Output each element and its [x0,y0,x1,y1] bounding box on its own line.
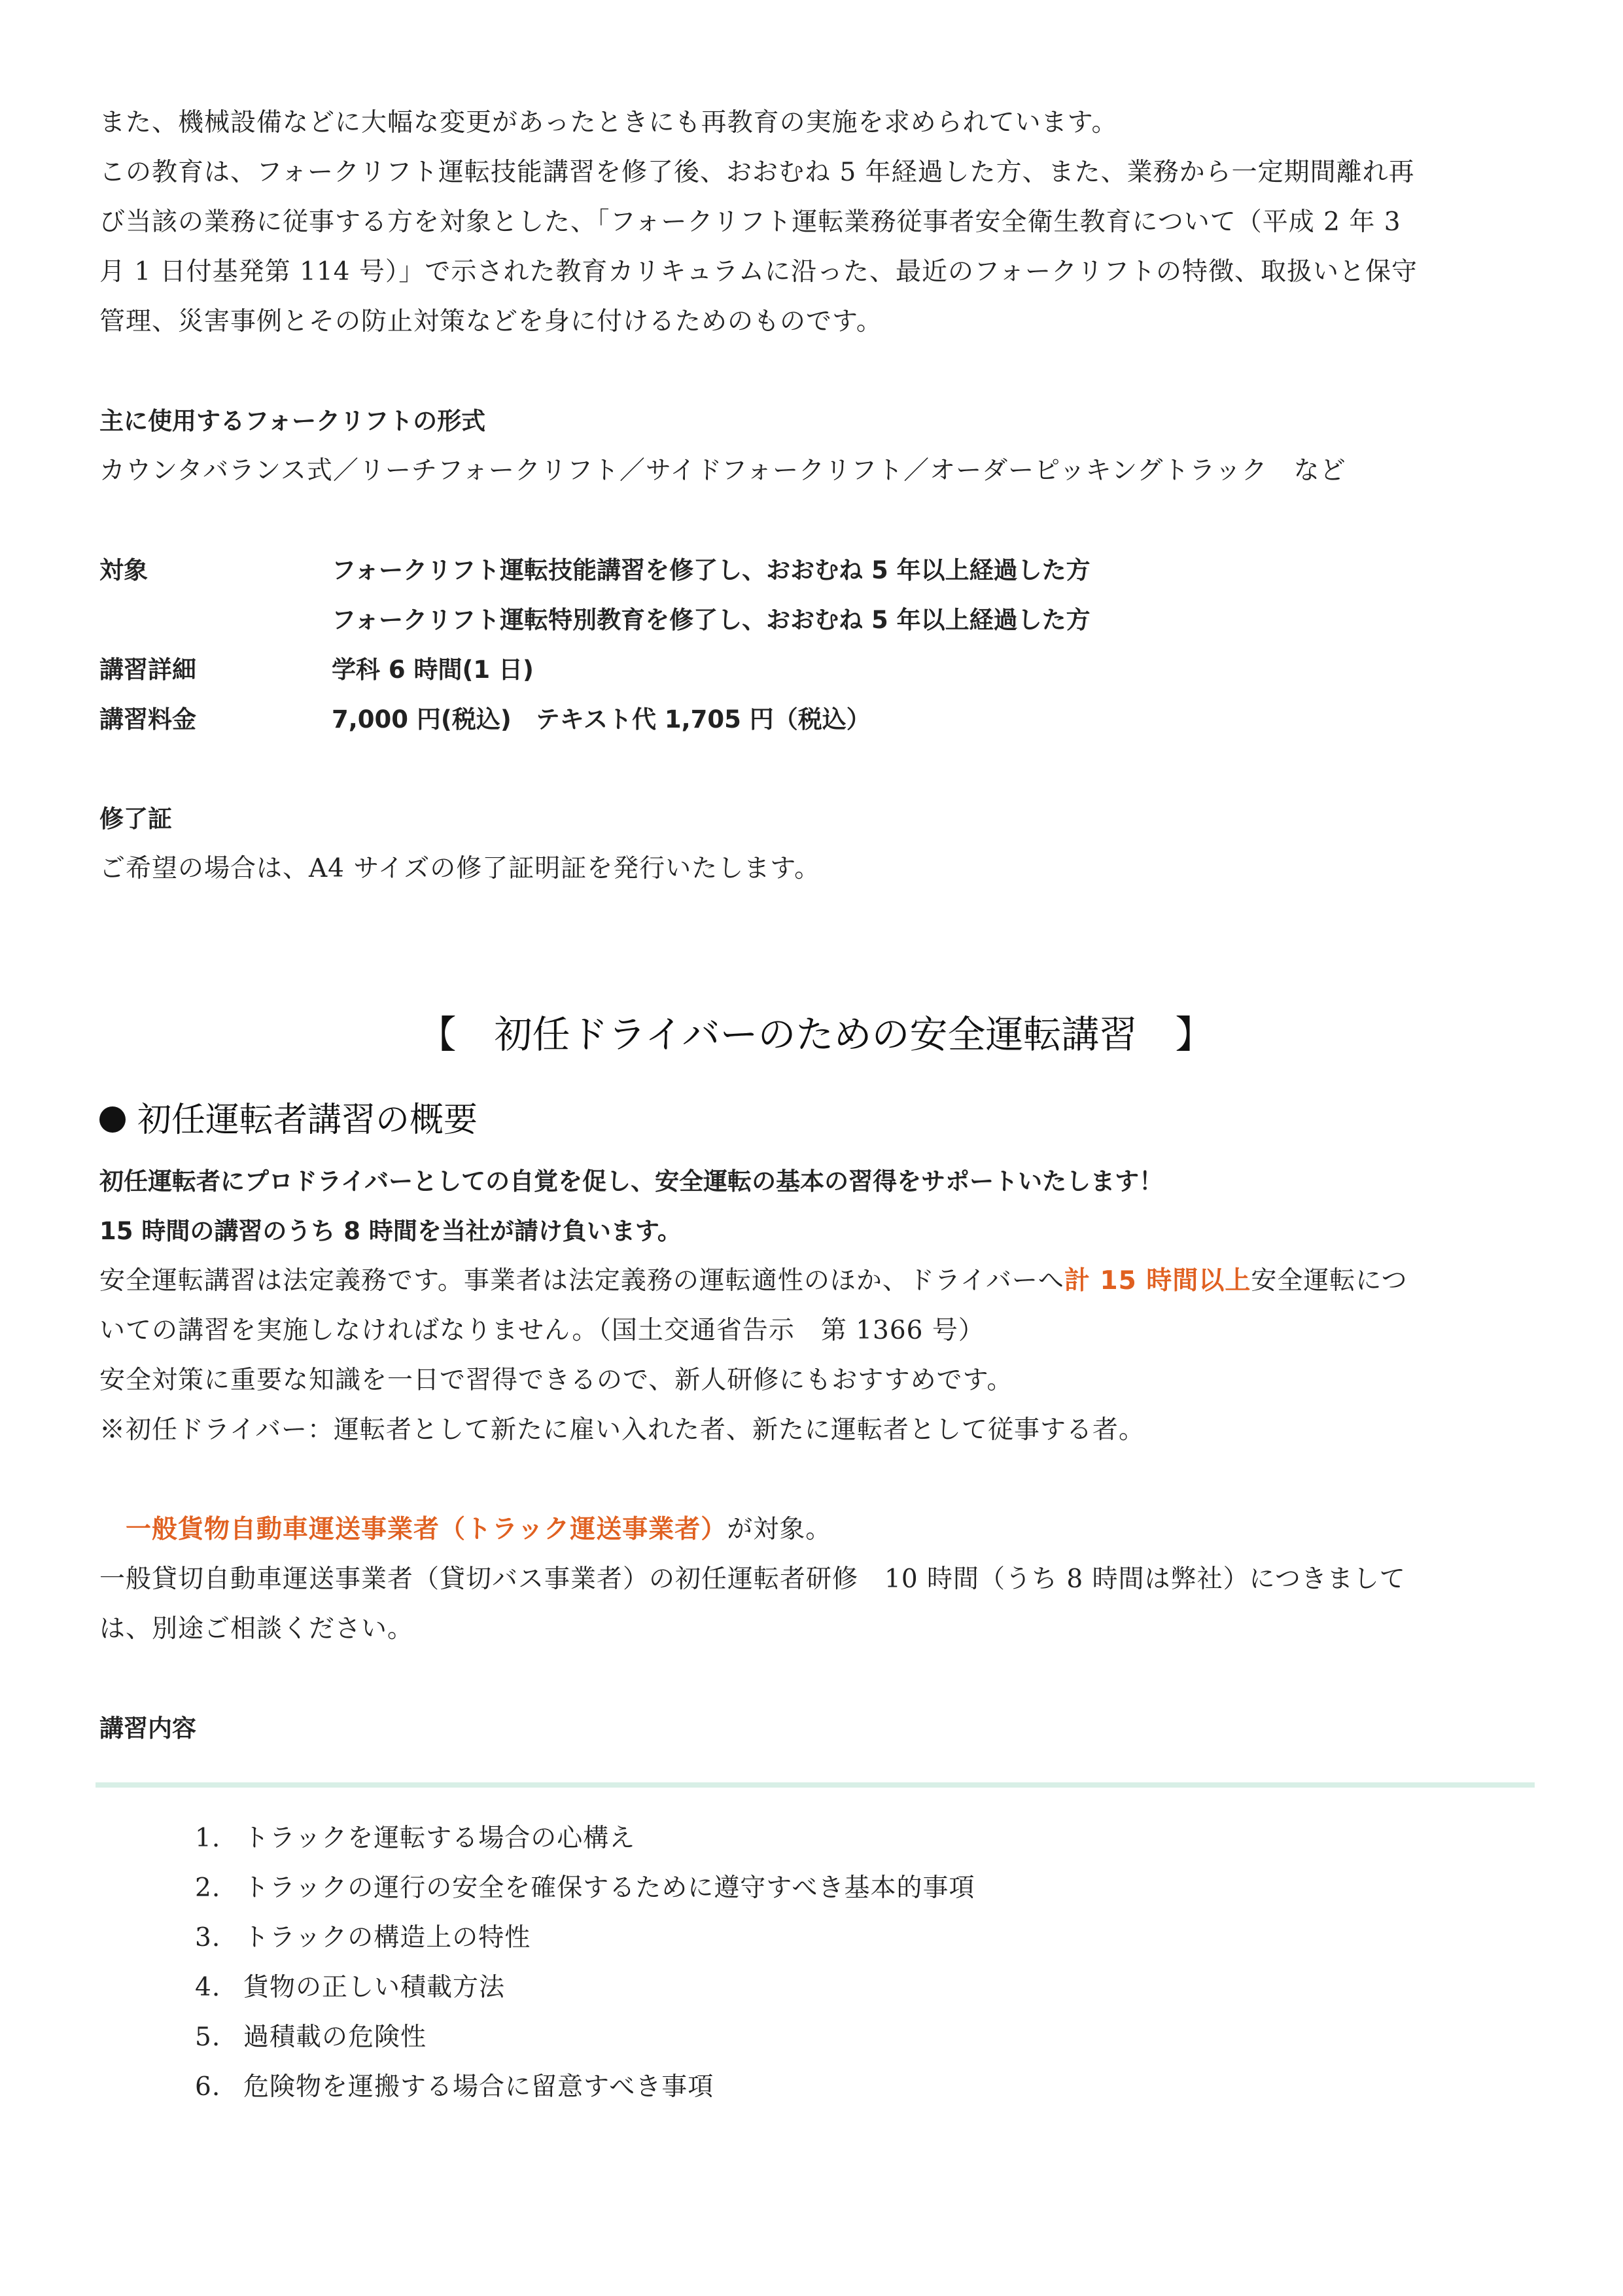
bullet-dot-icon [99,1106,126,1133]
section-title: 【 初任ドライバーのための安全運転講習 】 [418,1012,1213,1057]
list-item: 4. 貨物の正しい積載方法 [195,1973,506,2002]
forklift-types-heading: 主に使用するフォークリフトの形式 [99,407,486,435]
certificate-heading: 修了証 [99,805,172,833]
intro-para-line: 管理、災害事例とその防止対策などを身に付けるためのものです。 [99,307,882,336]
bus-line-2: は、別途ご相談ください。 [99,1614,414,1644]
recommend-line: 安全対策に重要な知識を一日で習得できるので、新人研修にもおすすめです。 [99,1366,1013,1395]
detail-label: 講習詳細 [99,656,196,684]
target-row [99,546,1532,595]
target-value-2: フォークリフト運転特別教育を修了し、おおむね 5 年以上経過した方 [332,606,1091,634]
fee-row [99,695,1532,745]
forklift-types-text: カウンタバランス式／リーチフォークリフト／サイドフォークリフト／オーダーピッキングトラック など [99,456,1346,486]
list-item: 5. 過積載の危険性 [195,2022,427,2052]
list-item: 1. トラックを運転する場合の心構え [195,1824,636,1853]
intro-line-1: また、機械設備などに大幅な変更があったときにも再教育の実施を求められています。 [99,108,1118,137]
divider [96,1782,1535,1788]
intro-para-line: 月 1 日付基発第 114 号）」で示された教育カリキュラムに沿った、最近のフォークリフトの特徴、取扱いと保守 [99,257,1418,287]
document-page [99,98,1532,2112]
target-line: 一般貨物自動車運送事業者（トラック運送事業者）が対象。 [126,1515,832,1544]
certificate-text: ご希望の場合は、A4 サイズの修了証明証を発行いたします。 [99,854,821,883]
legal-highlight: 計 15 時間以上 [1064,1266,1251,1296]
bold-lead-2: 15 時間の講習のうち 8 時間を当社が請け負います。 [99,1217,682,1245]
intro-para-line: この教育は、フォークリフト運転技能講習を修了後、おおむね 5 年経過した方、また、業務から一定期間離れ再 [99,158,1415,187]
content-list [99,1814,1532,2112]
target-highlight: 一般貨物自動車運送事業者（トラック運送事業者） [126,1515,727,1544]
bold-lead-1: 初任運転者にプロドライバーとしての自覚を促し、安全運転の基本の習得をサポートいたします！ [99,1167,1164,1195]
bus-line-1: 一般貸切自動車運送事業者（貸切バス事業者）の初任運転者研修 10 時間（うち 8 時間は弊社）につきまして [99,1564,1406,1594]
fee-label: 講習料金 [99,705,196,733]
content-heading: 講習内容 [99,1714,196,1742]
detail-row [99,645,1532,695]
note-line: ※初任ドライバー：運転者として新たに雇い入れた者、新たに運転者として従事する者。 [99,1415,1145,1445]
list-item: 3. トラックの構造上の特性 [195,1923,531,1952]
detail-value: 学科 6 時間(1 日) [332,656,534,684]
target-row-2 [99,595,1532,645]
section-subtitle [99,1089,1532,1152]
list-item: 6. 危険物を運搬する場合に留意すべき事項 [195,2072,714,2102]
intro-para-line: び当該の業務に従事する方を対象とした、「フォークリフト運転業務従事者安全衛生教育について（平成 2 年 3 [99,207,1401,237]
fee-value: 7,000 円(税込) テキスト代 1,705 円（税込） [332,705,871,733]
subtitle-text: 初任運転者講習の概要 [137,1101,478,1140]
target-value-1: フォークリフト運転技能講習を修了し、おおむね 5 年以上経過した方 [332,556,1091,584]
list-item: 2. トラックの運行の安全を確保するために遵守すべき基本的事項 [195,1873,975,1903]
legal-line-1: 安全運転講習は法定義務です。事業者は法定義務の運転適性のほか、ドライバーへ計 15 時間以上安全運転につ [99,1266,1408,1296]
target-label: 対象 [99,556,148,584]
legal-line-2: いての講習を実施しなければなりません。（国土交通省告示 第 1366 号） [99,1316,985,1345]
